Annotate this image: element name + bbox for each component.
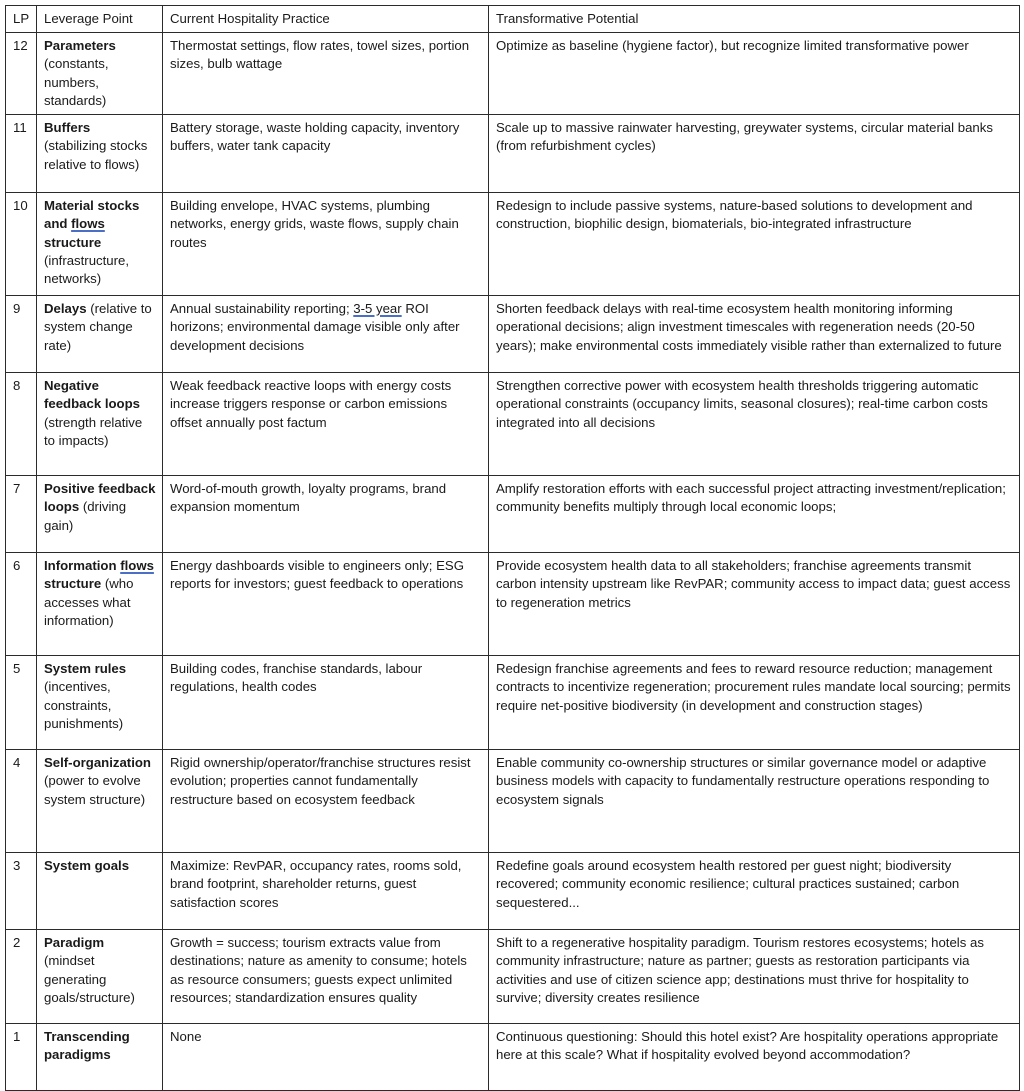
current-practice-pre: Annual sustainability reporting; xyxy=(170,301,354,317)
column-header-transformative-potential: Transformative Potential xyxy=(489,6,1020,33)
cell-transformative-potential: Shorten feedback delays with real-time ecosystem health monitoring informing operational decisions; align investment timescales with regeneration needs (20-50 years); make environmental costs immediately visible rather than externalized to future xyxy=(489,296,1020,373)
leverage-point-name: System goals xyxy=(44,858,130,874)
cell-leverage-point xyxy=(37,476,163,553)
leverage-point-qualifier: (stabilizing stocks relative to flows) xyxy=(44,138,148,172)
leverage-points-table xyxy=(5,5,1020,1091)
cell-transformative-potential: Redesign to include passive systems, nature-based solutions to development and construction, biophilic design, biomaterials, bio-integrated infrastructure xyxy=(489,193,1020,296)
cell-current-practice xyxy=(163,296,489,373)
cell-transformative-potential: Redefine goals around ecosystem health restored per guest night; biodiversity recovered; community economic resilience; cultural practices sustained; carbon sequestered... xyxy=(489,853,1020,930)
leverage-point-qualifier: (power to evolve system structure) xyxy=(44,773,146,807)
leverage-point-name-pre: Material stocks and xyxy=(44,198,140,232)
cell-current-practice: Building envelope, HVAC systems, plumbing networks, energy grids, waste flows, supply chain routes xyxy=(163,193,489,296)
cell-current-practice: Maximize: RevPAR, occupancy rates, rooms sold, brand footprint, shareholder returns, guest satisfaction scores xyxy=(163,853,489,930)
document-page xyxy=(0,5,1024,1063)
cell-lp: 10 xyxy=(6,193,37,296)
table-row xyxy=(6,930,1020,1024)
cell-current-practice: Rigid ownership/operator/franchise structures resist evolution; properties cannot fundamentally restructure based on ecosystem feedback xyxy=(163,750,489,853)
leverage-point-name: Self-organization xyxy=(44,755,151,771)
table-row xyxy=(6,656,1020,750)
leverage-point-qualifier: (driving gain) xyxy=(44,499,127,533)
cell-transformative-potential: Optimize as baseline (hygiene factor), but recognize limited transformative power xyxy=(489,33,1020,115)
cell-current-practice: Word-of-mouth growth, loyalty programs, brand expansion momentum xyxy=(163,476,489,553)
cell-lp: 1 xyxy=(6,1024,37,1091)
column-header-leverage-point: Leverage Point xyxy=(37,6,163,33)
cell-current-practice: Energy dashboards visible to engineers only; ESG reports for investors; guest feedback to operations xyxy=(163,553,489,656)
cell-leverage-point xyxy=(37,33,163,115)
leverage-point-qualifier: (relative to system change rate) xyxy=(44,301,152,353)
cell-current-practice: Growth = success; tourism extracts value from destinations; nature as amenity to consume; hotels as resource consumers; guests expect unlimited resources; standardization ensures quality xyxy=(163,930,489,1024)
cell-lp: 2 xyxy=(6,930,37,1024)
leverage-point-name: Delays xyxy=(44,301,87,317)
table-row xyxy=(6,115,1020,193)
cell-transformative-potential: Strengthen corrective power with ecosystem health thresholds triggering automatic operational constraints (occupancy limits, seasonal closures); real-time carbon costs integrated into all decisions xyxy=(489,373,1020,476)
table-row xyxy=(6,193,1020,296)
grammar-flagged-text: flows xyxy=(71,216,105,232)
table-body xyxy=(6,33,1020,1091)
cell-transformative-potential: Enable community co-ownership structures or similar governance model or adaptive business models with capacity to fundamentally restructure operations responding to ecosystem signals xyxy=(489,750,1020,853)
leverage-point-qualifier: (constants, numbers, standards) xyxy=(44,56,109,108)
cell-lp: 7 xyxy=(6,476,37,553)
leverage-point-name: Parameters xyxy=(44,38,116,54)
table-header xyxy=(6,6,1020,33)
grammar-flagged-text: 3-5 year xyxy=(353,301,402,317)
table-row xyxy=(6,33,1020,115)
leverage-point-qualifier: (strength relative to impacts) xyxy=(44,414,143,448)
cell-leverage-point xyxy=(37,1024,163,1091)
cell-transformative-potential: Shift to a regenerative hospitality paradigm. Tourism restores ecosystems; hotels as community infrastructure; nature as partner; guests as restoration participants via activities and use of citizen science app; destinations must thrive for hospitality to survive; diversity creates resilience xyxy=(489,930,1020,1024)
cell-lp: 5 xyxy=(6,656,37,750)
table-row xyxy=(6,476,1020,553)
cell-leverage-point xyxy=(37,115,163,193)
leverage-point-name: System rules xyxy=(44,661,127,677)
table-row xyxy=(6,296,1020,373)
table-row xyxy=(6,373,1020,476)
cell-lp: 8 xyxy=(6,373,37,476)
leverage-point-name-post: structure xyxy=(44,234,102,250)
cell-current-practice: Building codes, franchise standards, labour regulations, health codes xyxy=(163,656,489,750)
leverage-point-qualifier: (mindset generating goals/structure) xyxy=(44,953,135,1005)
cell-lp: 9 xyxy=(6,296,37,373)
leverage-point-qualifier: (incentives, constraints, punishments) xyxy=(44,679,124,731)
cell-lp: 6 xyxy=(6,553,37,656)
cell-leverage-point xyxy=(37,750,163,853)
column-header-lp: LP xyxy=(6,6,37,33)
leverage-point-name-post: structure xyxy=(44,576,102,592)
column-header-current-practice: Current Hospitality Practice xyxy=(163,6,489,33)
leverage-point-name: Positive feedback loops xyxy=(44,481,156,515)
cell-transformative-potential: Redesign franchise agreements and fees to reward resource reduction; management contracts to incentivize regeneration; procurement rules mandate local sourcing; permits require net-positive biodiversity (in development and construction stages) xyxy=(489,656,1020,750)
cell-leverage-point xyxy=(37,930,163,1024)
current-practice-post: ROI horizons; environmental damage visible only after development decisions xyxy=(170,301,460,353)
cell-current-practice: None xyxy=(163,1024,489,1091)
leverage-point-name: Buffers xyxy=(44,120,91,136)
leverage-point-name: Paradigm xyxy=(44,935,105,951)
grammar-flagged-text: flows xyxy=(120,558,154,574)
cell-lp: 4 xyxy=(6,750,37,853)
cell-leverage-point xyxy=(37,656,163,750)
cell-leverage-point xyxy=(37,553,163,656)
cell-transformative-potential: Amplify restoration efforts with each successful project attracting investment/replication; community benefits multiply through local economic loops; xyxy=(489,476,1020,553)
cell-leverage-point xyxy=(37,193,163,296)
cell-current-practice: Battery storage, waste holding capacity, inventory buffers, water tank capacity xyxy=(163,115,489,193)
cell-transformative-potential: Scale up to massive rainwater harvesting, greywater systems, circular material banks (from refurbishment cycles) xyxy=(489,115,1020,193)
leverage-point-name: Negative feedback loops xyxy=(44,378,141,412)
leverage-point-name: Transcending paradigms xyxy=(44,1029,130,1063)
leverage-point-qualifier: (infrastructure, networks) xyxy=(44,252,130,286)
table-row xyxy=(6,750,1020,853)
table-row xyxy=(6,553,1020,656)
cell-lp: 3 xyxy=(6,853,37,930)
table-row xyxy=(6,1024,1020,1091)
cell-leverage-point xyxy=(37,296,163,373)
table-row xyxy=(6,853,1020,930)
cell-current-practice: Weak feedback reactive loops with energy costs increase triggers response or carbon emissions offset annually post factum xyxy=(163,373,489,476)
cell-current-practice: Thermostat settings, flow rates, towel sizes, portion sizes, bulb wattage xyxy=(163,33,489,115)
cell-leverage-point xyxy=(37,373,163,476)
cell-transformative-potential: Continuous questioning: Should this hotel exist? Are hospitality operations appropriate here at this scale? What if hospitality evolved beyond accommodation? xyxy=(489,1024,1020,1091)
table-header-row xyxy=(6,6,1020,33)
leverage-point-name-pre: Information xyxy=(44,558,121,574)
cell-leverage-point xyxy=(37,853,163,930)
cell-transformative-potential: Provide ecosystem health data to all stakeholders; franchise agreements transmit carbon intensity upstream like RevPAR; community access to impact data; guest access to regeneration metrics xyxy=(489,553,1020,656)
cell-lp: 11 xyxy=(6,115,37,193)
leverage-point-qualifier: (who accesses what information) xyxy=(44,576,134,628)
cell-lp: 12 xyxy=(6,33,37,115)
